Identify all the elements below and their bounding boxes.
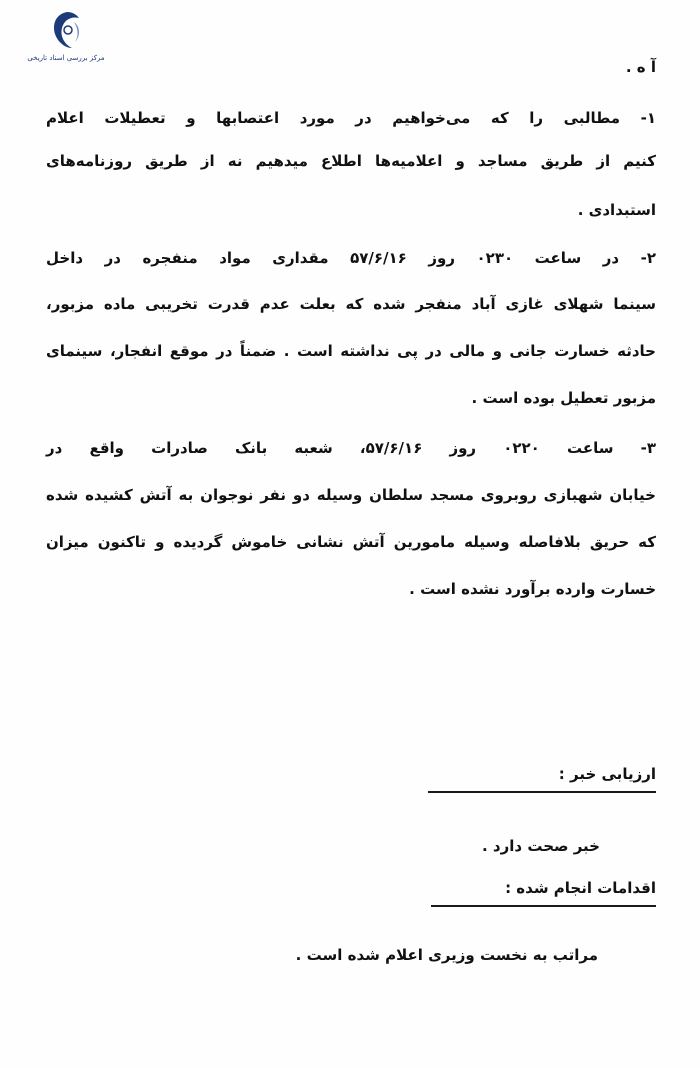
body-line-8: ۳- ساعت ۰۲۲۰ روز ۵۷/۶/۱۶، شعبه بانک صادرات واقع در xyxy=(46,439,657,457)
body-line-9: خیابان شهبازی روبروی مسجد سلطان وسیله دو نفر نوجوان به آتش کشیده شده xyxy=(46,486,656,504)
body-line-7: مزبور تعطیل بوده است . xyxy=(471,389,656,407)
logo-caption: مرکز بررسی اسناد تاریخی xyxy=(27,54,105,62)
body-line-6: حادثه خسارت جانی و مالی در پی نداشته است . ضمناً در موقع انفجار، سینمای xyxy=(46,342,656,360)
actions-underline xyxy=(431,905,656,907)
assessment-label: ارزیابی خبر : xyxy=(558,765,656,783)
body-line-4: ۲- در ساعت ۰۲۳۰ روز ۵۷/۶/۱۶ مقداری مواد منفجره در داخل xyxy=(46,249,656,267)
body-line-3: استبدادی . xyxy=(577,201,656,219)
body-line-10: که حریق بلافاصله وسیله مامورین آتش نشانی خاموش گردیده و تاکنون میزان xyxy=(46,533,656,551)
body-line-1: ۱- مطالبی را که می‌خواهیم در مورد اعتصابها و تعطیلات اعلام xyxy=(46,109,656,127)
assessment-value: خبر صحت دارد . xyxy=(482,837,600,855)
actions-value: مراتب به نخست وزیری اعلام شده است . xyxy=(295,946,598,964)
body-line-11: خسارت وارده برآورد نشده است . xyxy=(409,580,656,598)
actions-label: اقدامات انجام شده : xyxy=(505,879,656,897)
assessment-underline xyxy=(428,791,656,793)
body-line-5: سینما شهلای غازی آباد منفجر شده که بعلت عدم قدرت تخریبی ماده مزبور، xyxy=(46,295,656,313)
logo-mark-icon xyxy=(50,10,84,52)
body-line-2: کنیم از طریق مساجد و اعلامیه‌ها اطلاع میدهیم نه از طریق روزنامه‌های xyxy=(46,152,656,170)
document-header: آ ه . xyxy=(625,58,656,76)
archive-logo xyxy=(18,10,114,70)
